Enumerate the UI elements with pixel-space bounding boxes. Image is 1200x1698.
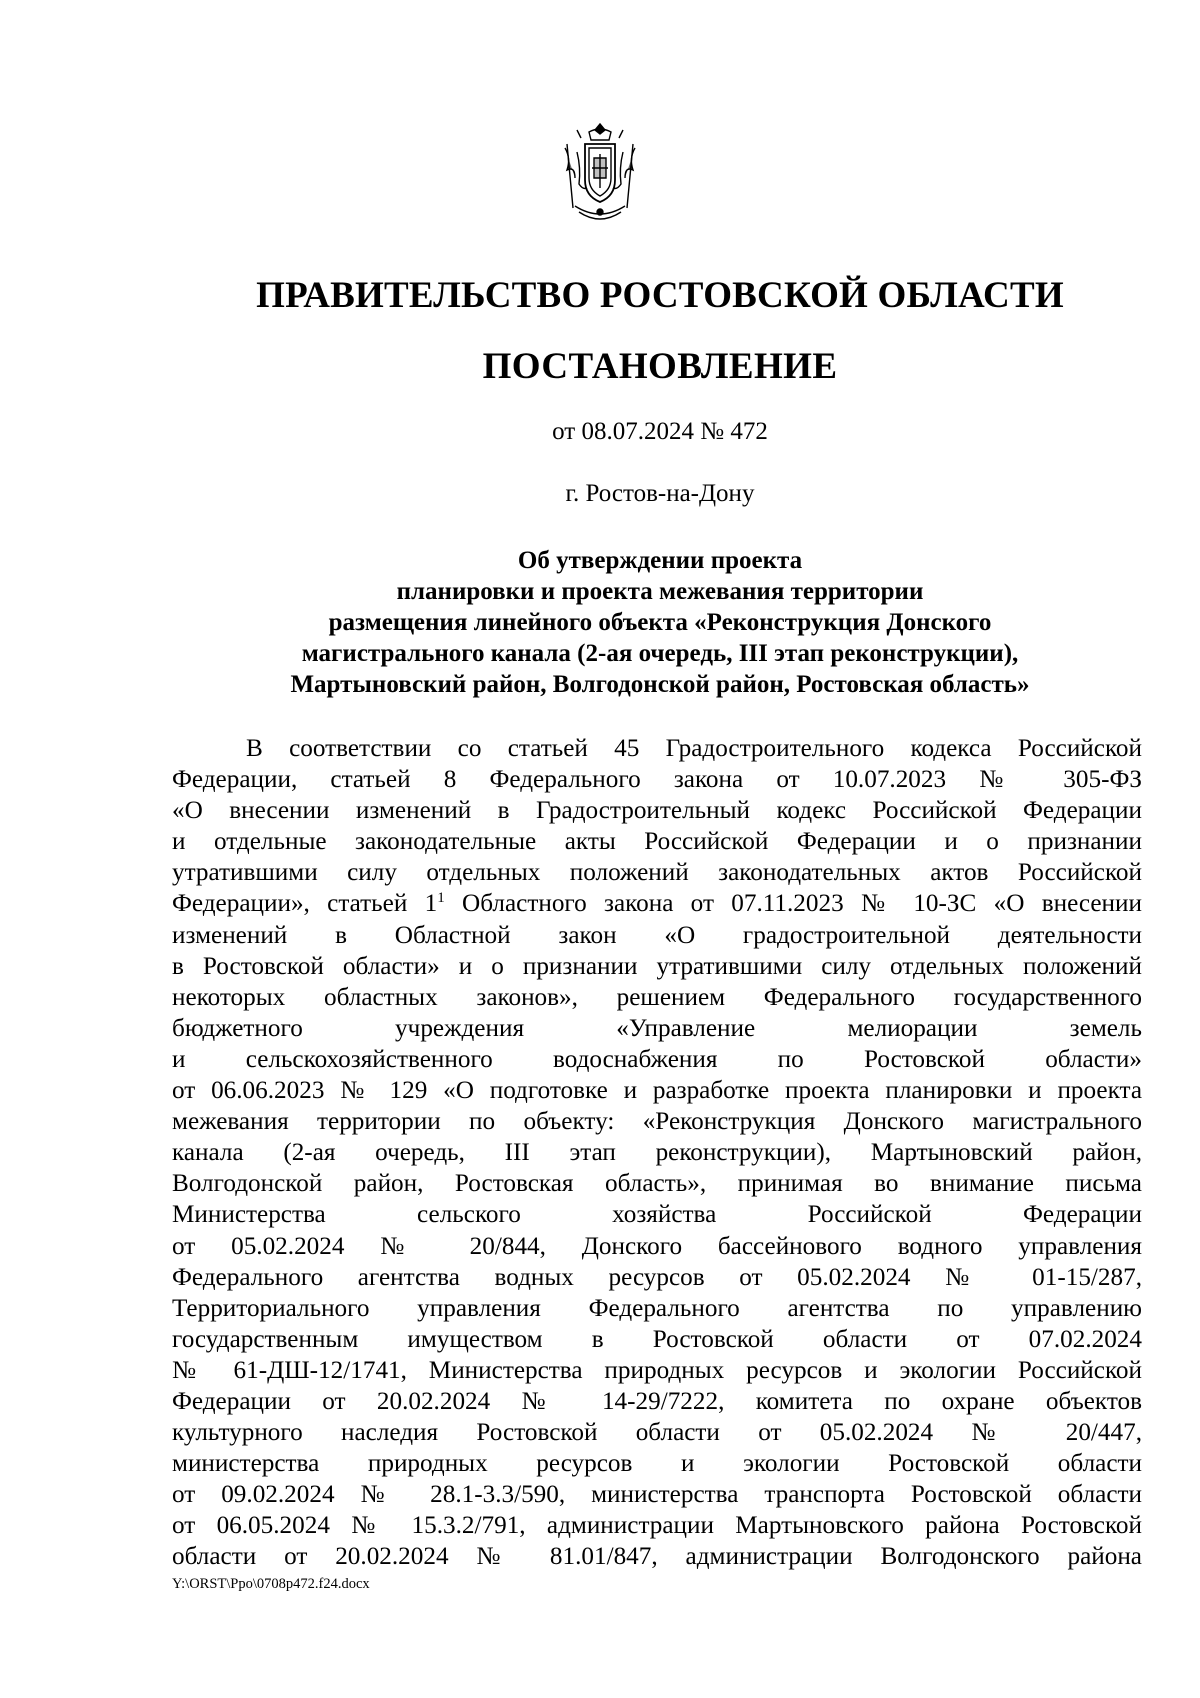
body-line: бюджетного учреждения «Управление мелиорации земель (172, 1014, 1142, 1042)
superscript: 1 (437, 890, 445, 907)
body-line: межевания территории по объекту: «Реконструкция Донского магистрального (172, 1108, 1142, 1136)
body-line: утратившими силу отдельных положений законодательных актов Российской (172, 859, 1142, 887)
body-line: Министерства сельского хозяйства Российской Федерации (172, 1201, 1142, 1229)
body-line: канала (2-ая очередь, III этап реконструкции), Мартыновский район, (172, 1139, 1142, 1167)
coat-of-arms-icon (561, 118, 639, 230)
body-line: в Ростовской области» и о признании утратившими силу отдельных положений (172, 952, 1142, 980)
body-line: от 06.06.2023 № 129 «О подготовке и разработке проекта планировки и проекта (172, 1077, 1142, 1105)
title-line: Мартыновский район, Волгодонской район, Ростовская область» (290, 671, 1030, 698)
body-line: культурного наследия Ростовской области от 05.02.2024 № 20/447, (172, 1419, 1142, 1447)
body-line: и отдельные законодательные акты Российской Федерации и о признании (172, 828, 1142, 856)
body-line: Федерального агентства водных ресурсов от 05.02.2024 № 01-15/287, (172, 1263, 1142, 1291)
document-date-number: от 08.07.2024 № 472 (552, 418, 768, 445)
body-line: изменений в Областной закон «О градостроительной деятельности (172, 921, 1142, 949)
title-line: планировки и проекта межевания территории (396, 578, 924, 605)
body-line: Федерации, статьей 8 Федерального закона от 10.07.2023 № 305-ФЗ (172, 766, 1142, 794)
title-line: размещения линейного объекта «Реконструкция Донского (328, 609, 992, 636)
body-line: от 09.02.2024 № 28.1-3.3/590, министерства транспорта Ростовской области (172, 1481, 1142, 1509)
body-line: Федерации от 20.02.2024 № 14-29/7222, комитета по охране объектов (172, 1387, 1142, 1415)
body-line: «О внесении изменений в Градостроительный кодекс Российской Федерации (172, 797, 1142, 825)
body-line: № 61-ДШ-12/1741, Министерства природных ресурсов и экологии Российской (172, 1356, 1142, 1384)
body-text: Областного закона от 07.11.2023 № 10-ЗС «О внесении (444, 890, 1142, 918)
title-line: магистрального канала (2-ая очередь, III этап реконструкции), (301, 640, 1019, 667)
body-line: министерства природных ресурсов и экологии Ростовской области (172, 1450, 1142, 1478)
document-body (172, 733, 1142, 1573)
body-line: Волгодонской район, Ростовская область», принимая во внимание письма (172, 1170, 1142, 1198)
document-title (0, 545, 1200, 700)
body-line: Территориального управления Федерального агентства по управлению (172, 1294, 1142, 1322)
organization-name: ПРАВИТЕЛЬСТВО РОСТОВСКОЙ ОБЛАСТИ (256, 275, 1064, 316)
document-city: г. Ростов-на-Дону (565, 480, 755, 507)
body-line: В соответствии со статьей 45 Градостроительного кодекса Российской (246, 735, 1142, 762)
body-text: Федерации», статьей 1 (172, 890, 438, 918)
file-path-footer: Y:\ORST\Ppo\0708p472.f24.docx (172, 1576, 370, 1592)
body-line: от 05.02.2024 № 20/844, Донского бассейнового водного управления (172, 1232, 1142, 1260)
body-line: и сельскохозяйственного водоснабжения по Ростовской области» (172, 1045, 1142, 1073)
title-line: Об утверждении проекта (517, 547, 803, 574)
body-line: государственным имуществом в Ростовской области от 07.02.2024 (172, 1325, 1142, 1353)
body-line (172, 888, 1142, 919)
body-line: от 06.05.2024 № 15.3.2/791, администрации Мартыновского района Ростовской (172, 1512, 1142, 1540)
document-type: ПОСТАНОВЛЕНИЕ (482, 346, 838, 387)
body-line: области от 20.02.2024 № 81.01/847, администрации Волгодонского района (172, 1543, 1142, 1571)
body-line: некоторых областных законов», решением Федерального государственного (172, 983, 1142, 1011)
